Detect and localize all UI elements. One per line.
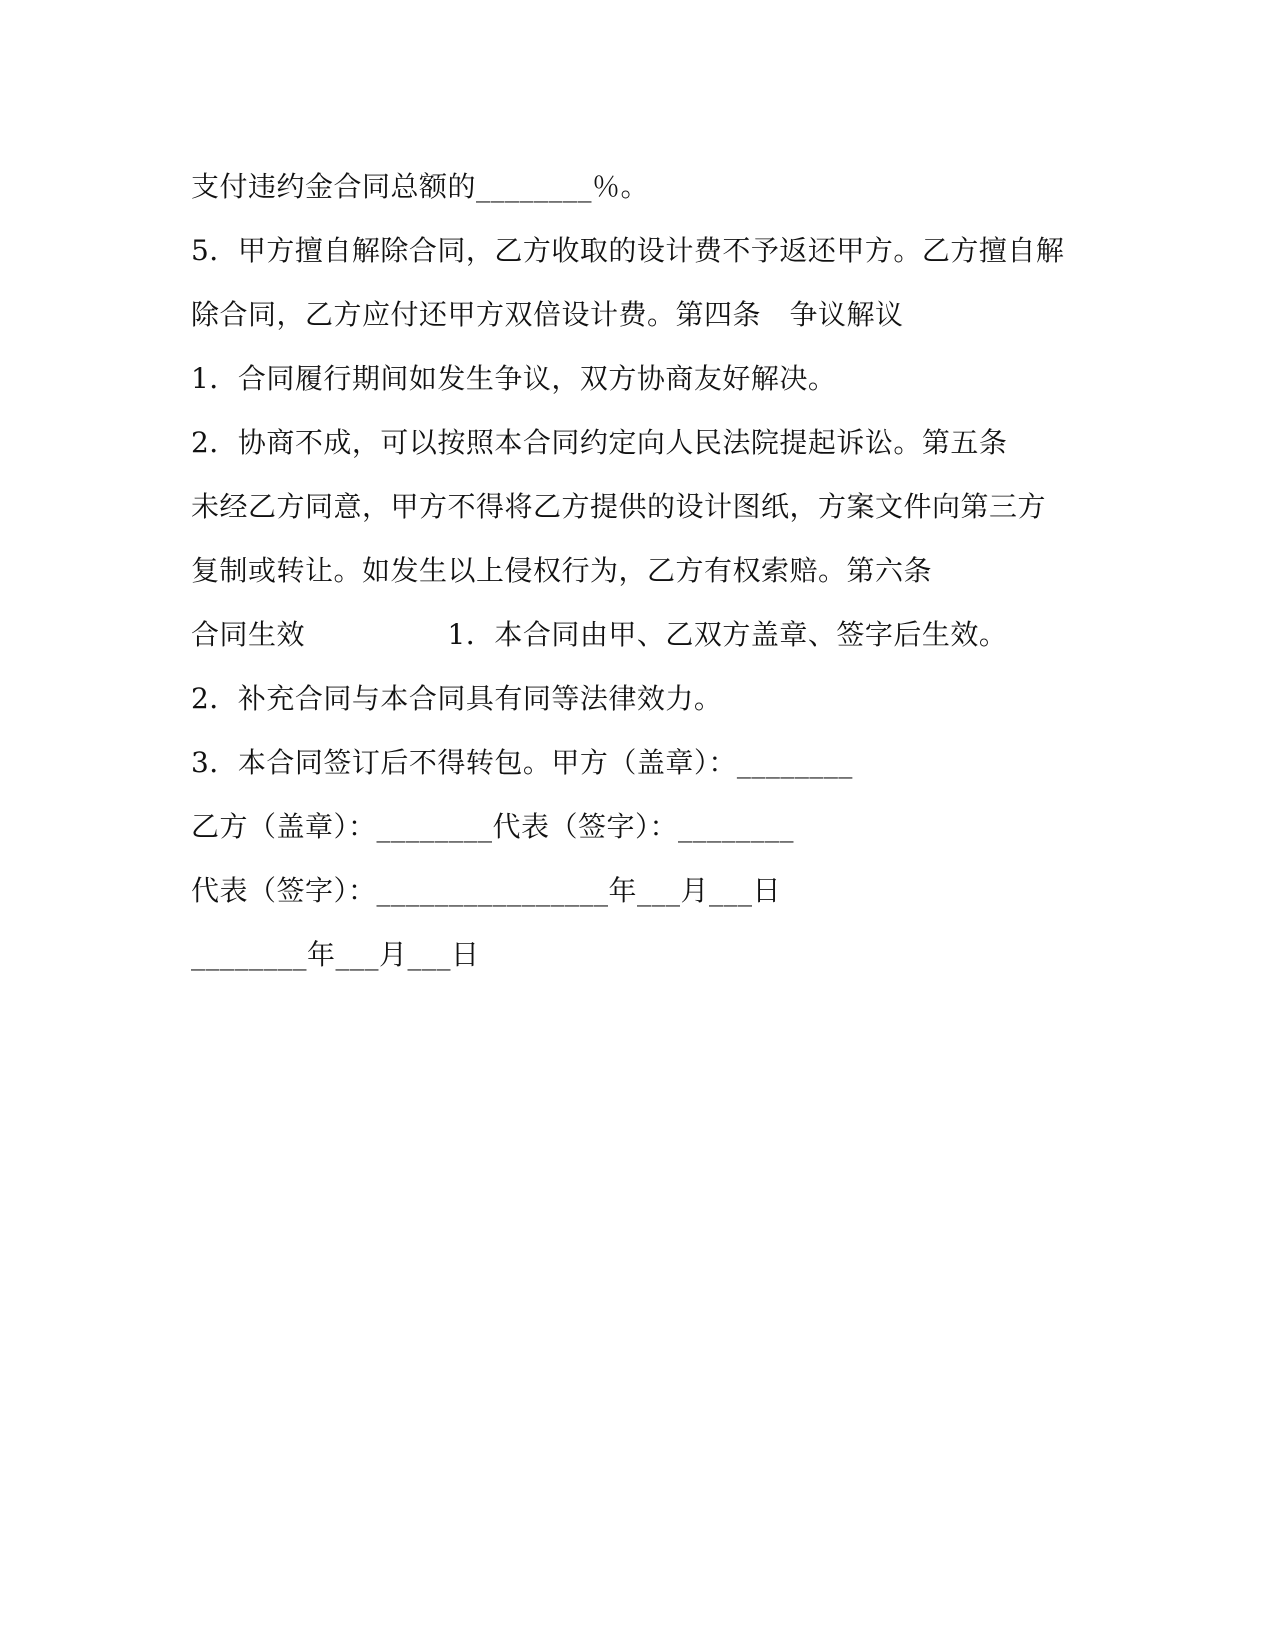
contract-body (191, 155, 1091, 987)
text-line-dispute-clause-2-article-5: 2．协商不成，可以按照本合同约定向人民法院提起诉讼。第五条 (191, 426, 1008, 459)
text-line-infringement-article-6: 复制或转让。如发生以上侵权行为，乙方有权索赔。第六条 (191, 554, 933, 587)
text-line-article-5-content: 未经乙方同意，甲方不得将乙方提供的设计图纸，方案文件向第三方 (191, 490, 1047, 523)
text-line-party-b-seal: 乙方（盖章）：________代表（签字）：________ (191, 810, 795, 843)
text-line-representative-date: 代表（签字）：________________年___月___日 (191, 874, 782, 907)
text-line-clause-5-unilateral-termination: 5．甲方擅自解除合同，乙方收取的设计费不予返还甲方。乙方擅自解 (191, 234, 1065, 267)
text-line-dispute-clause-1: 1．合同履行期间如发生争议，双方协商友好解决。 (191, 362, 837, 395)
text-line-penalty-percentage: 支付违约金合同总额的________％。 (191, 170, 650, 203)
text-line-date: ________年___月___日 (191, 938, 480, 971)
text-line-supplementary-contract: 2．补充合同与本合同具有同等法律效力。 (191, 682, 723, 715)
text-line-party-a-seal: 3．本合同签订后不得转包。甲方（盖章）：________ (191, 746, 853, 779)
text-line-contract-effective: 合同生效 1．本合同由甲、乙双方盖章、签字后生效。 (191, 618, 1008, 651)
text-line-double-fee-article-4: 除合同，乙方应付还甲方双倍设计费。第四条 争议解议 (191, 298, 904, 331)
